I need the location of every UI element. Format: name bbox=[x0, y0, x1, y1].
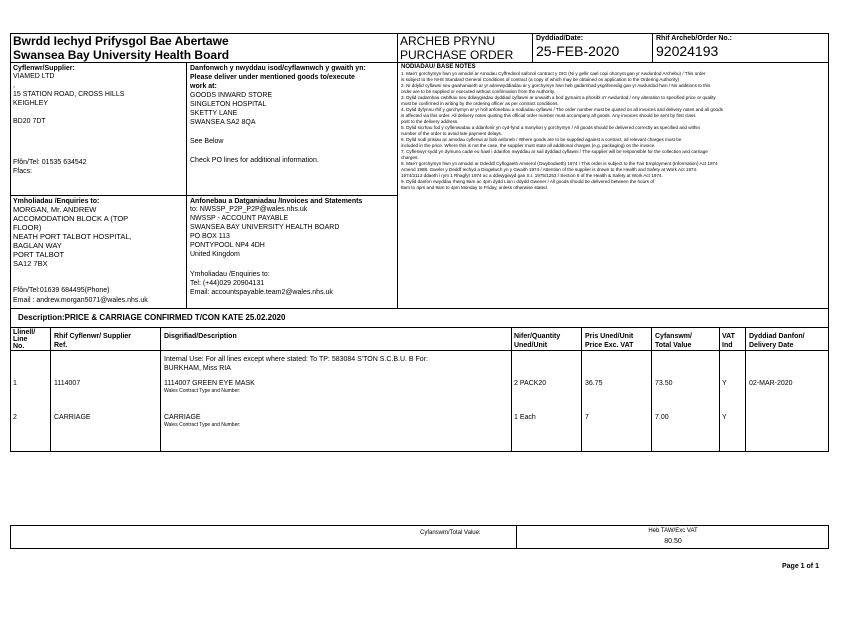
total-value-label: Cyfanswm/Total Value: bbox=[420, 530, 481, 536]
order-description: Description:PRICE & CARRIAGE CONFIRMED T/CON KATE 25.02.2020 bbox=[18, 313, 286, 322]
date-label: Dyddiad/Date: bbox=[536, 35, 584, 42]
doc-title-english: PURCHASE ORDER bbox=[400, 48, 514, 62]
total-vat-label: Heb TAW/Exc VAT bbox=[648, 528, 698, 534]
order-number-label: Rhif Archeb/Order No.: bbox=[656, 35, 732, 42]
supplier-fax: Ffacs: bbox=[13, 168, 33, 175]
supplier-line: VIAMED LTD bbox=[13, 73, 55, 80]
item-supplier-ref: CARRIAGE bbox=[54, 414, 91, 421]
item-supplier-ref: 1114007 bbox=[54, 380, 81, 387]
order-number: 92024193 bbox=[656, 43, 719, 59]
supplier-line bbox=[13, 108, 124, 117]
item-line-number: 2 bbox=[13, 414, 17, 421]
item-description: CARRIAGE bbox=[164, 414, 201, 421]
delivery-address: GOODS INWARD STORE SINGLETON HOSPITAL SKETTY LANE SWANSEA SA2 8QA bbox=[190, 92, 273, 126]
invoices-tel: Tel: (+44)029 20904131 bbox=[190, 280, 265, 287]
invoices-address: to: NWSSP_P2P_P2P@wales.nhs.uk NWSSP - ACCOUNT PAYABLE SWANSEA BAY UNIVERSITY HEALTH BOARD PO BOX 113 PONTYPOOL NP4 4DH United Kingdom bbox=[190, 206, 340, 258]
supplier-line: 15 STATION ROAD, CROSS HILLS bbox=[13, 91, 125, 98]
enquiries-phone: Ffôn/Tel:01639 684495(Phone) bbox=[13, 287, 110, 294]
check-po-text: Check PO lines for additional information. bbox=[190, 157, 319, 164]
col-header-description: Disgrifiad/Description bbox=[164, 333, 237, 340]
col-header-line: Llinell/ Line No. bbox=[13, 329, 36, 350]
item-total: 73.50 bbox=[655, 380, 673, 387]
item-unit-price: 7 bbox=[585, 414, 589, 421]
page-number: Page 1 of 1 bbox=[782, 563, 819, 570]
col-header-total: Cyfanswm/ Total Value bbox=[655, 333, 692, 349]
item-line-number: 1 bbox=[13, 380, 17, 387]
org-name-english: Swansea Bay University Health Board bbox=[13, 48, 230, 62]
item-quantity: 2 PACK20 bbox=[514, 380, 547, 387]
col-header-unit-price: Pris Uned/Unit Price Exc. VAT bbox=[585, 333, 634, 349]
item-vat: Y bbox=[722, 380, 727, 387]
supplier-line: KEIGHLEY bbox=[13, 100, 49, 107]
item-vat: Y bbox=[722, 414, 727, 421]
item-delivery-date: 02-MAR-2020 bbox=[749, 380, 793, 387]
invoices-enquiries-label: Ymholiadau /Enquiries to: bbox=[190, 271, 270, 278]
total-value: 80.50 bbox=[664, 538, 682, 545]
col-header-vat: VAT Ind bbox=[722, 333, 735, 349]
internal-use-note: Internal Use: For all lines except where stated: To TP: 583084 S'TON S.C.B.U. B For: BURKHAM, Miss RIA bbox=[164, 356, 428, 372]
supplier-line: , bbox=[13, 82, 15, 89]
doc-title-welsh: ARCHEB PRYNU bbox=[400, 34, 496, 48]
item-total: 7.00 bbox=[655, 414, 669, 421]
supplier-label: Cyflenwr/Supplier: bbox=[13, 65, 75, 72]
enquiries-contact: MORGAN, Mr. ANDREW ACCOMODATION BLOCK A (TOP FLOOR) NEATH PORT TALBOT HOSPITAL, BAGLAN WAY PORT TALBOT SA12 7BX bbox=[13, 205, 132, 268]
supplier-line: BD20 7DT bbox=[13, 118, 46, 125]
item-contract-note: Wales Contract Type and Number: bbox=[164, 422, 241, 428]
invoices-label: Anfonebau a Datganiadau /Invoices and Statements bbox=[190, 198, 363, 205]
item-contract-note: Wales Contract Type and Number: bbox=[164, 388, 241, 394]
enquiries-email[interactable]: Email : andrew.morgan5071@wales.nhs.uk bbox=[13, 297, 148, 304]
terms-notes: 1. Mae'r gorchymyn hwn yn amodol ar Amodau Cyffredinol safonol contract y GIG (Ni y gellir cael copi ohonynt gan yr Awdurdod Archebu) / This order is subject to the NHS Standard General Conditions of contract (a copy of which may be obtained on application to the Ordering Authority) 2. Ni ddylid cyflawni neu gwahaniaeth ar yr adnewyddiadau ar y gorchymyn hwn heb gadarnhad ysgrifenedig gan yr Awdurdod hwn / No additions to this order are to be supplied or executed without confirmation from the Authority. 3. Dylid cadarnhau cwblhau neu ddiwygiadau dyddiad cyflawni ar unwaith a bod gymaint a phosibl o'r Awdurdod / Any alteration to specified price or quality must be confirmed in writing by the ordering officer as per contract conditions. 4. Dylid dyfynnu rhif y gorchymyn ar yr holl anfonebau a nodiadau cyflawni / The order number must be quoted on all invoices and delivery notes and all goods is affected via this order. All delivery notes quoting this official order number must accompany all goods. Any invoices should be sent by first class post to the delivery address. 5. Dylid sicrhau fod y cyflenwadau a ddanfonir yn cyd-fynd a manylion y gorchymyn / All goods should be delivered correctly as specified and within number of the order to avoid late payment delays. 6. Dylid nodi prisiau ac amodau cyflenwi ar bob anfoneb / Where goods are to be supplied against a contract, all relevant charges must be included in the price. Where this is not the case, the supplier must state all additional charges (e.g. packaging) on the invoice. 7. Cyflenwyr sydd yn dymuno cadw eu hawl i ddanfon nwyddau ar sail dyddiad cyflawni / The supplier will be responsible for the collection and carriage charges. 8. Mae'r gorchymyn hwn yn amodol ar Ddeddf Cyflogaeth Amserol (Gwybodaeth) 1974 / This order is subject to the Fair Employment (Information) Act 1974 Amend 1988. Gweler y Deddf Iechyd a Diogelwch yn y Gwaith 1974 / Attention of the supplier is drawn to the Health and Safety at Work Act 1974. 1974/2113 ddaeth i rym 1 Rhagfyr 1974 ac a ddiwygiwyd gan S.I. 1975/1253 / Section 6 of the Health & Safety at Work Act 1974. 9. Dylid danfon nwyddau rhwng 8am ac 4pm dydd Llun i ddydd Gwener / All goods should be delivered between the hours of 8am to 4pm and 9am to 4pm Monday to Friday, unless otherwise stated. bbox=[401, 71, 723, 190]
see-below-text: See Below bbox=[190, 138, 224, 145]
item-unit-price: 36.75 bbox=[585, 380, 603, 387]
supplier-address bbox=[13, 72, 124, 126]
line-items-table bbox=[10, 327, 829, 452]
notes-title: NODIADAU/ BASE NOTES bbox=[401, 64, 476, 70]
item-description: 1114007 GREEN EYE MASK bbox=[164, 380, 255, 387]
col-header-supplier-ref: Rhif Cyflenwr/ Supplier Ref. bbox=[54, 333, 132, 349]
enquiries-label: Ymholiadau /Enquiries to: bbox=[13, 198, 100, 205]
delivery-label: Danfonwch y nwyddau isod/cyflawnwch y gwaith yn: Please deliver under mentioned goods to/execute work at: bbox=[190, 65, 366, 90]
org-name-welsh: Bwrdd Iechyd Prifysgol Bae Abertawe bbox=[13, 34, 229, 48]
order-date: 25-FEB-2020 bbox=[536, 43, 620, 59]
col-header-delivery-date: Dyddiad Danfon/ Delivery Date bbox=[749, 333, 805, 349]
supplier-phone: Ffôn/Tel: 01535 634542 bbox=[13, 159, 87, 166]
item-quantity: 1 Each bbox=[514, 414, 536, 421]
col-header-quantity: Nifer/Quantity Uned/Unit bbox=[514, 333, 561, 349]
invoices-email[interactable]: Email: accountspayable.team2@wales.nhs.uk bbox=[190, 289, 333, 296]
